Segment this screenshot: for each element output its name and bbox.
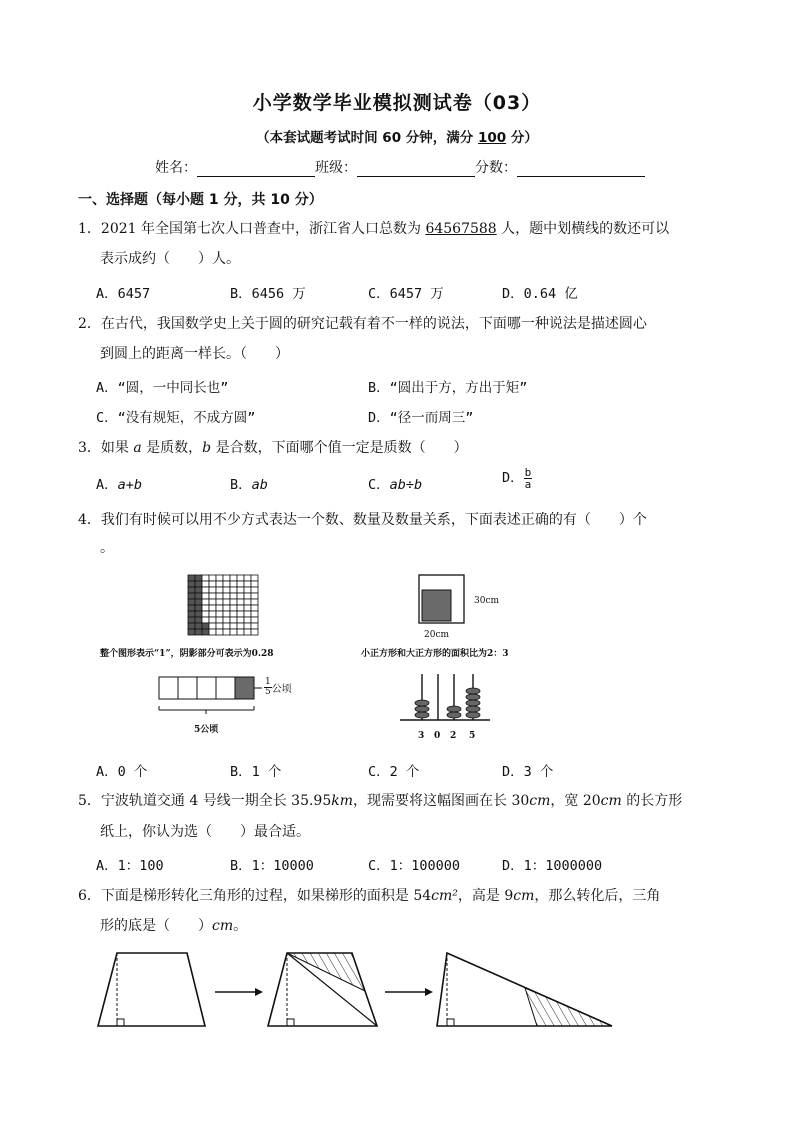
- grid-cell: [209, 605, 216, 611]
- q6-unit-cm: cm: [513, 888, 535, 904]
- grid-cell: [251, 617, 258, 623]
- grid-cell: [209, 593, 216, 599]
- fraction-numerator: b: [524, 465, 532, 479]
- grid-cell: [223, 617, 230, 623]
- grid-cell: [251, 629, 258, 635]
- grid-cell-shaded: [202, 629, 209, 635]
- abacus-bead: [466, 706, 480, 712]
- fraction-numerator: 1: [265, 677, 271, 687]
- q2-option-a[interactable]: A．“圆，一中同长也”: [96, 380, 229, 396]
- grid-cell: [237, 587, 244, 593]
- question-1-line-1: [78, 218, 669, 238]
- grid-cell: [230, 629, 237, 635]
- q5-unit-cm: cm: [529, 793, 551, 809]
- grid-cell: [216, 587, 223, 593]
- q3-text-c: 是合数，下面哪个值一定是质数（ ）: [211, 440, 468, 456]
- q3-text-a: 3．如果: [78, 440, 134, 456]
- grid-cell: [216, 623, 223, 629]
- grid-cell: [209, 599, 216, 605]
- grid-cell: [223, 599, 230, 605]
- grid-cell: [244, 623, 251, 629]
- q1-option-d[interactable]: D．0.64 亿: [502, 286, 578, 302]
- grid-cell: [237, 581, 244, 587]
- q5-option-c[interactable]: C．1：100000: [368, 858, 461, 874]
- strip-box: [178, 677, 197, 699]
- q6-text-post: ，那么转化后，三角: [534, 888, 661, 904]
- q6-text-post: 。: [233, 918, 248, 934]
- strip-box: [159, 677, 178, 699]
- grid-cell-shaded: [195, 593, 202, 599]
- strip-unit: 公顷: [271, 684, 292, 695]
- q3-option-d[interactable]: [502, 466, 532, 490]
- q4-option-d[interactable]: D．3 个: [502, 764, 554, 780]
- strip-fraction: [264, 678, 272, 697]
- q5-text-post: 的长方形: [621, 793, 683, 809]
- grid-cell: [244, 617, 251, 623]
- grid-cell: [230, 617, 237, 623]
- q1-option-c[interactable]: C．6457 万: [368, 286, 444, 302]
- abacus-figure: [400, 672, 490, 724]
- grid-cell: [216, 629, 223, 635]
- grid-cell: [202, 593, 209, 599]
- q1-text-pre: 1．2021 年全国第七次人口普查中，浙江省人口总数为: [78, 221, 426, 237]
- question-4-line-1: 4．我们有时候可以用不少方式表达一个数、数量及数量关系，下面表述正确的有（ ）个: [78, 512, 647, 528]
- abacus-bead: [447, 712, 461, 718]
- q5-text-pre: 5．宁波轨道交通 4 号线一期全长 35.95: [78, 793, 332, 809]
- grid-cell: [230, 593, 237, 599]
- grid-figure: [185, 574, 265, 636]
- grid-cell: [230, 587, 237, 593]
- grid-cell: [251, 581, 258, 587]
- section-heading: 一、选择题（每小题 1 分，共 10 分）: [78, 192, 323, 208]
- grid-cell: [230, 575, 237, 581]
- q3-option-c[interactable]: [368, 473, 422, 493]
- grid-cell: [209, 623, 216, 629]
- class-label: 班级：: [315, 160, 357, 176]
- grid-cell: [216, 575, 223, 581]
- grid-cell: [216, 611, 223, 617]
- grid-cell-shaded: [188, 599, 195, 605]
- student-info-line: [155, 157, 645, 177]
- grid-cell: [244, 593, 251, 599]
- exam-subtitle: [0, 126, 794, 146]
- q4-option-a[interactable]: A．0 个: [96, 764, 148, 780]
- abacus-digit: 5: [469, 731, 476, 741]
- grid-cell: [223, 623, 230, 629]
- abacus-bead: [415, 700, 429, 706]
- grid-cell-shaded: [195, 575, 202, 581]
- grid-cell-shaded: [188, 617, 195, 623]
- abacus-bead: [466, 700, 480, 706]
- q6-text-pre: 6．下面是梯形转化三角形的过程，如果梯形的面积是 54: [78, 888, 432, 904]
- grid-cell-shaded: [195, 581, 202, 587]
- grid-cell: [237, 593, 244, 599]
- question-6-line-1: [78, 885, 660, 905]
- grid-cell: [244, 605, 251, 611]
- q5-text-mid: ，现需要将这幅图画在长 30: [353, 793, 530, 809]
- hatched-part: [525, 988, 612, 1026]
- grid-cell-shaded: [188, 587, 195, 593]
- grid-cell: [230, 623, 237, 629]
- arrow-head: [255, 988, 263, 996]
- grid-cell: [223, 575, 230, 581]
- arrow-head: [425, 988, 433, 996]
- grid-cell: [230, 611, 237, 617]
- q3-option-a[interactable]: [96, 473, 142, 493]
- grid-cell: [230, 605, 237, 611]
- q5-unit-km: km: [331, 793, 354, 809]
- q5-option-a[interactable]: A．1：100: [96, 858, 164, 874]
- full-score: 100: [478, 130, 507, 146]
- page-title: 小学数学毕业模拟测试卷（03）: [252, 92, 542, 114]
- q3-option-b-expr: ab: [251, 477, 268, 493]
- q5-unit-cm: cm: [600, 793, 622, 809]
- grid-cell: [223, 587, 230, 593]
- grid-cell: [251, 623, 258, 629]
- abacus-digit: 0: [434, 731, 441, 741]
- q4-option-c[interactable]: C．2 个: [368, 764, 420, 780]
- grid-cell: [202, 587, 209, 593]
- q6-text-pre: 形的底是（ ）: [100, 918, 212, 934]
- grid-cell: [237, 629, 244, 635]
- grid-caption: 整个图形表示“1”，阴影部分可表示为0.28: [100, 649, 274, 659]
- grid-cell-shaded: [188, 593, 195, 599]
- squares-figure: [418, 574, 466, 626]
- grid-cell: [209, 629, 216, 635]
- q1-underlined-number: 64567588: [425, 221, 497, 237]
- grid-cell-shaded: [195, 599, 202, 605]
- name-label: 姓名：: [155, 160, 197, 176]
- grid-cell: [244, 611, 251, 617]
- score-field[interactable]: [517, 162, 645, 177]
- grid-cell-shaded: [195, 611, 202, 617]
- question-5-line-1: [78, 790, 682, 810]
- trapezoid: [98, 953, 205, 1026]
- grid-cell: [209, 587, 216, 593]
- abacus-digit: 3: [418, 731, 425, 741]
- q6-text-mid: ，高是 9: [457, 888, 514, 904]
- grid-cell-shaded: [188, 623, 195, 629]
- grid-cell: [244, 575, 251, 581]
- grid-cell: [251, 599, 258, 605]
- name-field[interactable]: [197, 162, 315, 177]
- q6-unit-cm: cm: [212, 918, 234, 934]
- grid-cell: [209, 581, 216, 587]
- grid-cell: [237, 599, 244, 605]
- grid-cell: [209, 575, 216, 581]
- q4-option-b[interactable]: B．1 个: [230, 764, 282, 780]
- grid-cell: [202, 575, 209, 581]
- q3-option-a-label: A．: [96, 477, 118, 493]
- grid-cell: [202, 581, 209, 587]
- strip-fraction-label: [264, 678, 292, 697]
- fraction-denominator: 5: [265, 687, 271, 697]
- question-3-line-1: [78, 437, 468, 457]
- grid-cell: [251, 587, 258, 593]
- strip-box-shaded: [235, 677, 254, 699]
- grid-cell: [244, 599, 251, 605]
- strip-total-label: 5公顷: [194, 725, 219, 735]
- grid-cell-shaded: [195, 617, 202, 623]
- q3-option-b-label: B．: [230, 477, 252, 493]
- q3-option-d-label: D．: [502, 470, 524, 486]
- question-1-line-2: 表示成约（ ）人。: [100, 251, 240, 267]
- grid-cell: [202, 599, 209, 605]
- grid-cell: [223, 581, 230, 587]
- q5-option-d[interactable]: D．1：1000000: [502, 858, 603, 874]
- grid-cell: [244, 629, 251, 635]
- q2-option-c[interactable]: C．“没有规矩，不成方圆”: [96, 410, 256, 426]
- grid-cell: [223, 593, 230, 599]
- fraction-denominator: a: [524, 477, 532, 491]
- q2-option-d[interactable]: D．“径一而周三”: [368, 410, 474, 426]
- grid-cell: [237, 605, 244, 611]
- grid-cell: [244, 581, 251, 587]
- subtitle-pre: （本套试题考试时间 60 分钟，满分: [256, 130, 478, 146]
- question-2-line-2: 到圆上的距离一样长。（ ）: [100, 346, 289, 362]
- grid-cell-shaded: [202, 623, 209, 629]
- grid-cell-shaded: [188, 581, 195, 587]
- abacus-bead: [466, 712, 480, 718]
- q3-option-c-label: C．: [368, 477, 390, 493]
- q3-option-c-expr: ab÷b: [389, 477, 423, 493]
- grid-cell: [202, 617, 209, 623]
- q5-text-mid2: ，宽 20: [550, 793, 601, 809]
- abacus-bead: [466, 694, 480, 700]
- strip-box: [216, 677, 235, 699]
- grid-cell-shaded: [195, 587, 202, 593]
- grid-cell: [216, 599, 223, 605]
- grid-cell-shaded: [188, 575, 195, 581]
- grid-cell-shaded: [195, 629, 202, 635]
- grid-cell: [223, 605, 230, 611]
- grid-cell: [223, 629, 230, 635]
- subtitle-post: 分）: [506, 130, 538, 146]
- grid-cell: [230, 599, 237, 605]
- q1-option-a[interactable]: A．6457: [96, 286, 151, 302]
- grid-cell: [251, 575, 258, 581]
- grid-cell: [237, 611, 244, 617]
- abacus-bead: [415, 712, 429, 718]
- abacus-digit: 2: [450, 731, 457, 741]
- square-bottom-label: 20cm: [424, 630, 450, 640]
- grid-cell: [216, 581, 223, 587]
- grid-cell: [216, 593, 223, 599]
- strip-box: [197, 677, 216, 699]
- class-field[interactable]: [357, 162, 475, 177]
- grid-cell: [244, 587, 251, 593]
- grid-cell-shaded: [195, 623, 202, 629]
- q3-var-b: b: [202, 440, 212, 456]
- q3-option-d-fraction: [524, 467, 533, 490]
- grid-cell: [202, 611, 209, 617]
- small-square: [422, 590, 451, 621]
- grid-cell-shaded: [188, 605, 195, 611]
- q3-text-b: 是质数，: [141, 440, 203, 456]
- square-side-label: 30cm: [474, 596, 500, 606]
- q1-text-post: 人，题中划横线的数还可以: [496, 221, 670, 237]
- question-2-line-1: 2．在古代，我国数学史上关于圆的研究记载有着不一样的说法，下面哪一种说法是描述圆心: [78, 316, 647, 332]
- grid-cell: [251, 605, 258, 611]
- grid-cell: [251, 593, 258, 599]
- question-6-line-2: [100, 915, 247, 935]
- score-label: 分数：: [475, 160, 517, 176]
- strip-figure: [158, 676, 263, 716]
- question-4-line-2: 。: [100, 540, 114, 556]
- q2-option-b[interactable]: B．“圆出于方，方出于矩”: [368, 380, 528, 396]
- grid-cell: [237, 575, 244, 581]
- abacus-bead: [466, 688, 480, 694]
- question-5-line-2: 纸上，你认为选（ ）最合适。: [100, 824, 310, 840]
- q3-option-a-expr: a+b: [117, 477, 143, 493]
- grid-cell-shaded: [188, 629, 195, 635]
- grid-cell: [237, 623, 244, 629]
- grid-cell: [209, 617, 216, 623]
- grid-cell: [216, 617, 223, 623]
- grid-cell-shaded: [195, 605, 202, 611]
- grid-cell: [230, 581, 237, 587]
- q5-option-b[interactable]: B．1：10000: [230, 858, 314, 874]
- squares-caption: 小正方形和大正方形的面积比为2：3: [361, 649, 509, 659]
- grid-cell: [223, 611, 230, 617]
- trapezoid-transform-figure: [95, 945, 625, 1035]
- q3-var-a: a: [133, 440, 142, 456]
- abacus-bead: [415, 706, 429, 712]
- q1-option-b[interactable]: B．6456 万: [230, 286, 306, 302]
- grid-cell: [237, 617, 244, 623]
- q6-unit-area: cm²: [431, 888, 458, 904]
- grid-cell-shaded: [188, 611, 195, 617]
- grid-cell: [251, 611, 258, 617]
- q3-option-b[interactable]: [230, 473, 268, 493]
- abacus-bead: [447, 706, 461, 712]
- grid-cell: [216, 605, 223, 611]
- grid-cell: [202, 605, 209, 611]
- grid-cell: [209, 611, 216, 617]
